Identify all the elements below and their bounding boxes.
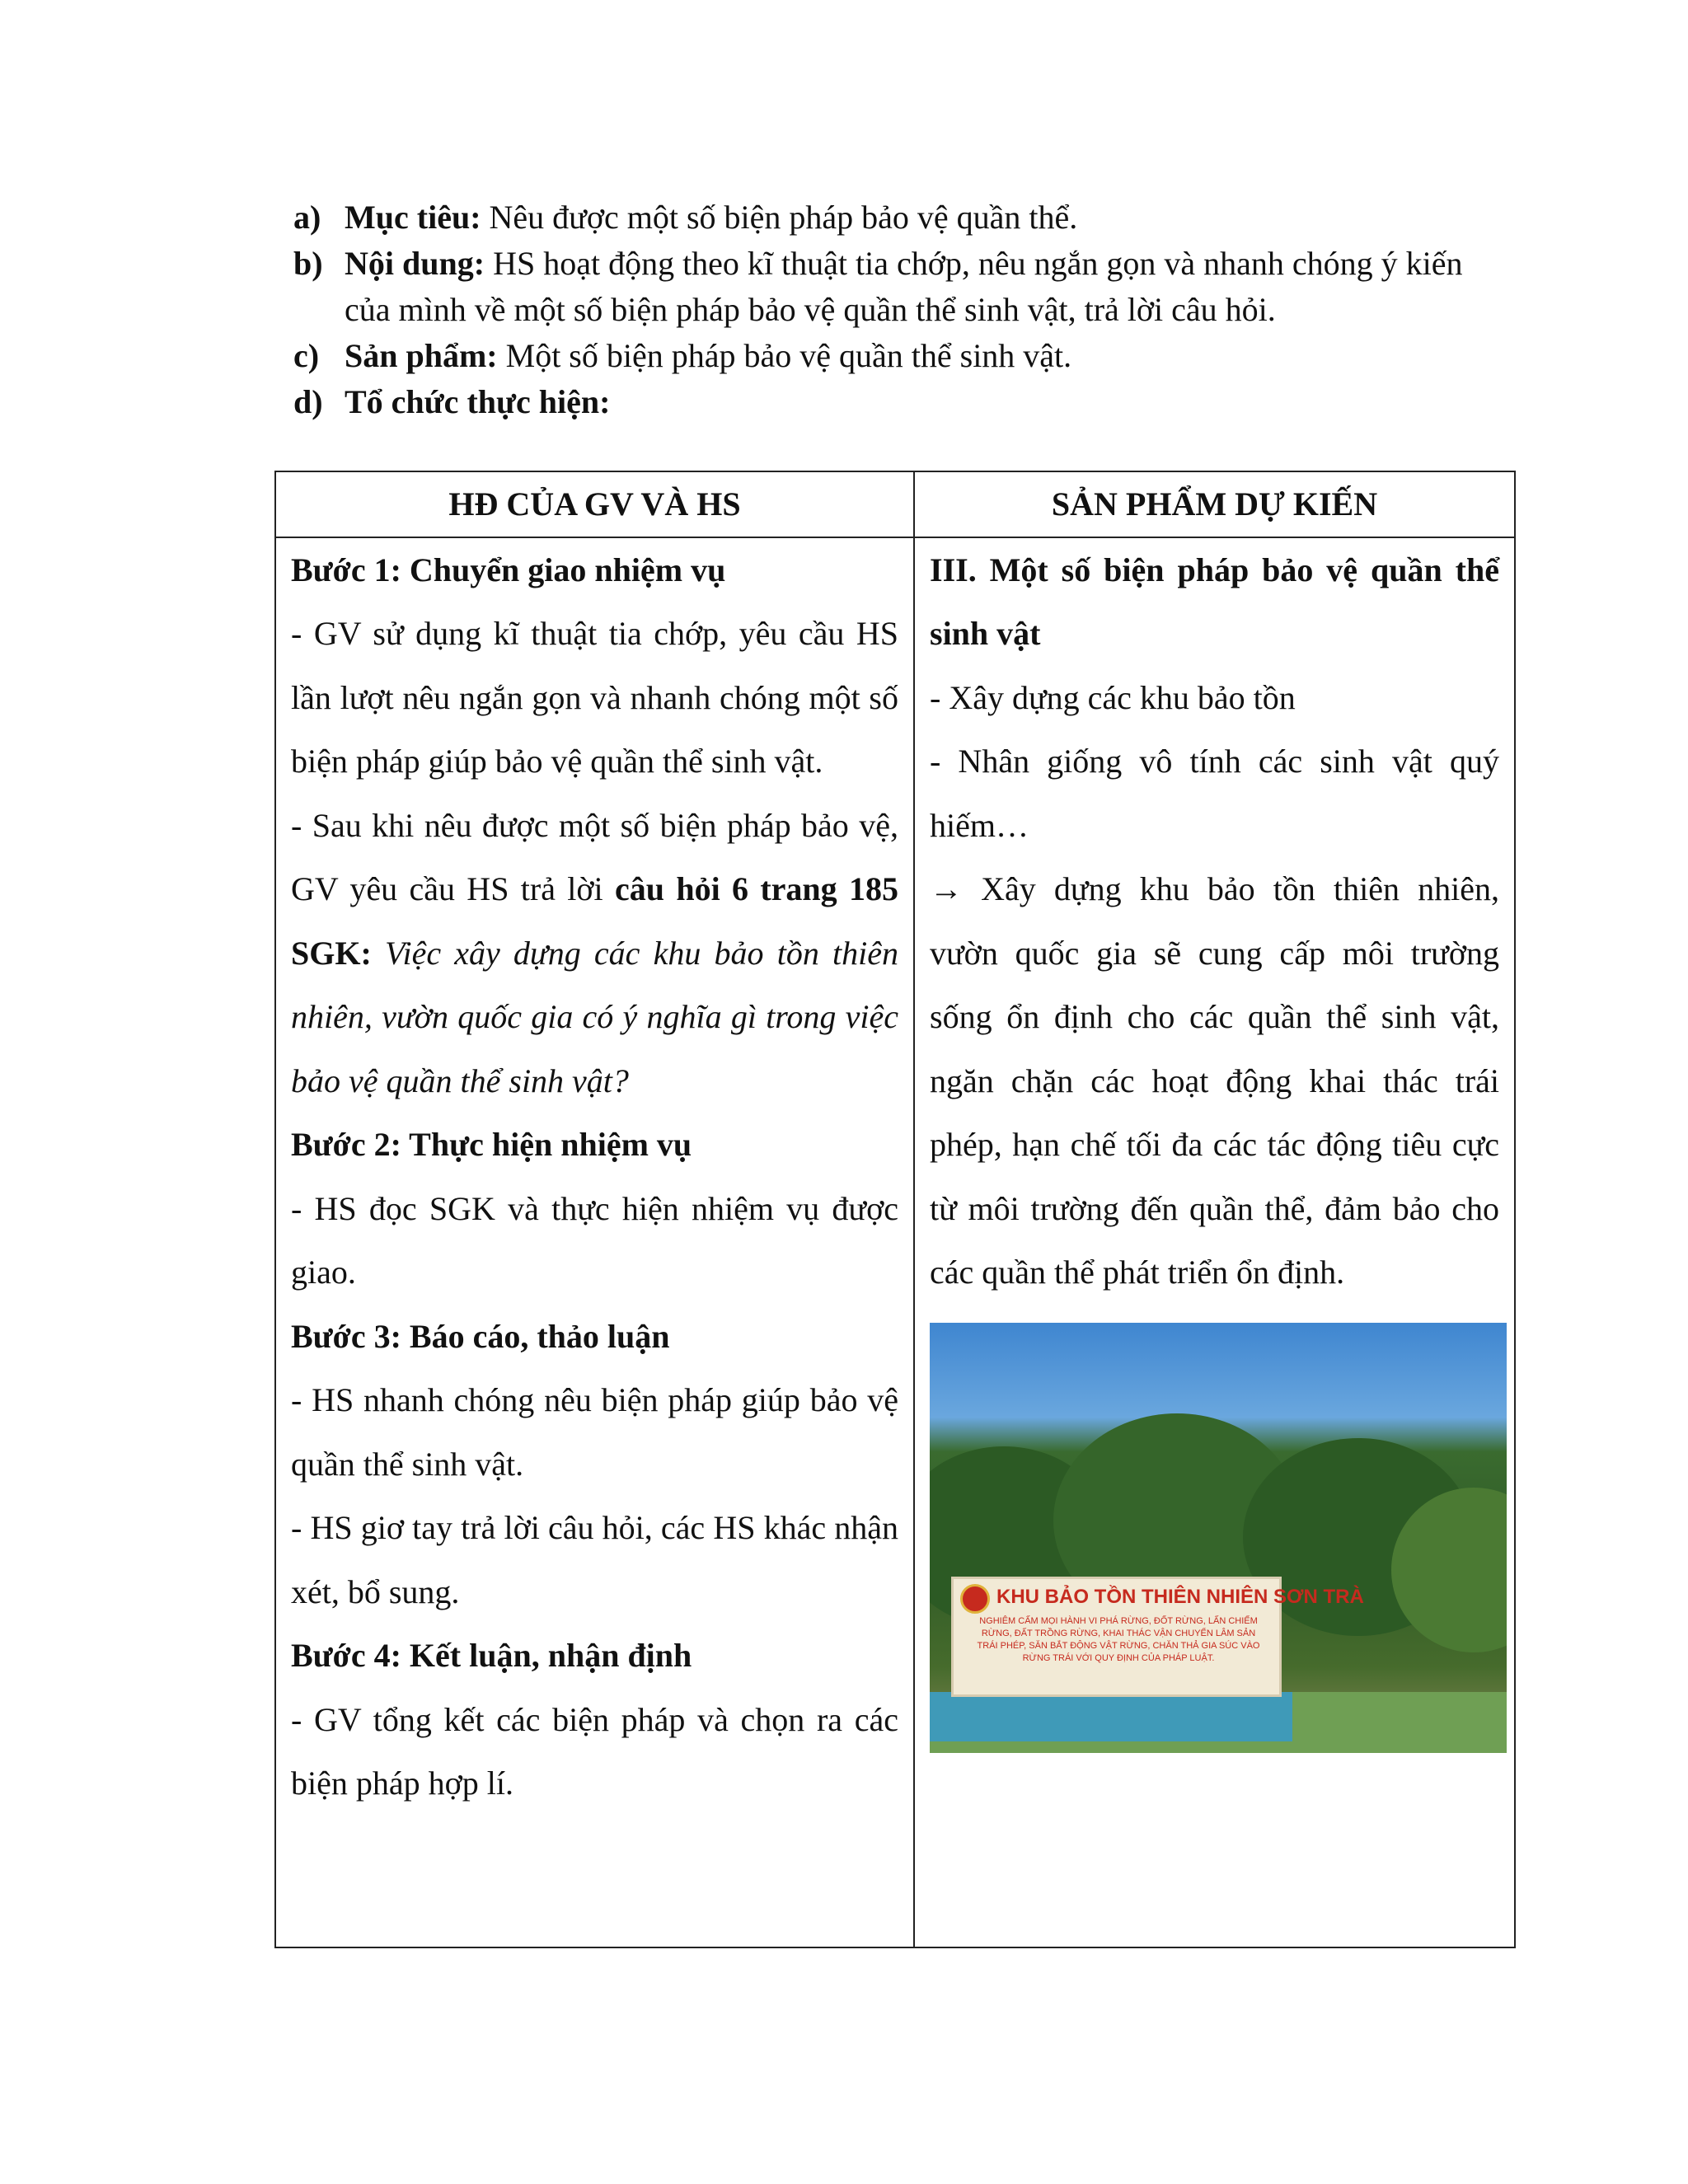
- products-cell: [914, 537, 1515, 1948]
- product-conclusion: → Xây dựng khu bảo tồn thiên nhiên, vườn quốc gia sẽ cung cấp môi trường sống ổn định cho các quần thể sinh vật, ngăn chặn các hoạt động khai thác trái phép, hạn chế tối đa các tác động tiêu cực từ môi trường đến quần thể, đảm bảo cho các quần thể phát triển ổn định.: [930, 870, 1499, 1291]
- product-item-1: - Xây dựng các khu bảo tồn: [930, 678, 1296, 716]
- product-item-2: - Nhân giống vô tính các sinh vật quý hiếm…: [930, 743, 1499, 844]
- objective-item: [293, 333, 1464, 379]
- step1-question-text: Việc xây dựng các khu bảo tồn thiên nhiên, vườn quốc gia có ý nghĩa gì trong việc bảo vệ quần thể sinh vật?: [291, 934, 898, 1099]
- activity-table: [274, 471, 1516, 1948]
- objective-heading: Tổ chức thực hiện:: [345, 383, 611, 420]
- step2-text: - HS đọc SGK và thực hiện nhiệm vụ được giao.: [291, 1189, 898, 1291]
- objective-text: Một số biện pháp bảo vệ quần thể sinh vật.: [497, 337, 1072, 374]
- step1-text: - GV sử dụng kĩ thuật tia chớp, yêu cầu HS lần lượt nêu ngắn gọn và nhanh chóng một số biện pháp giúp bảo vệ quần thể sinh vật.: [291, 615, 898, 780]
- section-title: III. Một số biện pháp bảo vệ quần thể sinh vật: [930, 551, 1499, 652]
- step1-question-colon: :: [360, 934, 385, 972]
- step3-text-1: - HS nhanh chóng nêu biện pháp giúp bảo vệ quần thể sinh vật.: [291, 1381, 898, 1483]
- header-activities: HĐ CỦA GV VÀ HS: [275, 471, 914, 537]
- objective-item: [293, 379, 1464, 425]
- objective-text: Nêu được một số biện pháp bảo vệ quần thể.: [481, 199, 1078, 236]
- step1-title: Bước 1: Chuyển giao nhiệm vụ: [291, 551, 726, 588]
- sign-rules: NGHIÊM CẤM MỌI HÀNH VI PHÁ RỪNG, ĐỐT RỪNG, LẤN CHIẾM RỪNG, ĐẤT TRỒNG RỪNG, KHAI THÁC VẬN CHUYỂN LÂM SẢN TRÁI PHÉP, SĂN BẮT ĐỘNG VẬT RỪNG, CHĂN THẢ GIA SÚC VÀO RỪNG TRÁI VỚI QUY ĐỊNH CỦA PHÁP LUẬT.: [977, 1615, 1260, 1663]
- objectives-list: [293, 194, 1464, 425]
- activities-cell: [275, 537, 914, 1948]
- emblem-icon: [960, 1584, 990, 1614]
- header-products: SẢN PHẨM DỰ KIẾN: [914, 471, 1515, 537]
- objective-label: c): [293, 337, 320, 374]
- sign-base-wall: [930, 1692, 1292, 1741]
- nature-reserve-photo: [930, 1323, 1507, 1753]
- step4-text: - GV tổng kết các biện pháp và chọn ra các biện pháp hợp lí.: [291, 1700, 898, 1802]
- objective-text: HS hoạt động theo kĩ thuật tia chớp, nêu ngắn gọn và nhanh chóng ý kiến của mình về một số biện pháp bảo vệ quần thể sinh vật, trả lời câu hỏi.: [345, 245, 1463, 328]
- step1-question-lead: - Sau khi nêu được một số biện pháp bảo vệ, GV yêu cầu HS trả lời: [291, 806, 898, 907]
- reserve-sign: [951, 1577, 1364, 1697]
- step1-question-ref: câu hỏi 6 trang 185 SGK: [291, 870, 898, 972]
- objective-item: [293, 194, 1464, 241]
- step3-title: Bước 3: Báo cáo, thảo luận: [291, 1317, 670, 1355]
- objective-heading: Nội dung:: [345, 245, 485, 282]
- objective-label: b): [293, 245, 323, 282]
- table-row: [275, 537, 1515, 1948]
- step2-title: Bước 2: Thực hiện nhiệm vụ: [291, 1126, 692, 1163]
- sign-title: KHU BẢO TỒN THIÊN NHIÊN SƠN TRÀ: [996, 1585, 1364, 1608]
- objective-label: d): [293, 383, 323, 420]
- step3-text-2: - HS giơ tay trả lời câu hỏi, các HS khác nhận xét, bổ sung.: [291, 1509, 898, 1610]
- objective-label: a): [293, 199, 321, 236]
- objective-item: [293, 241, 1464, 333]
- step1-question: [291, 794, 898, 1113]
- objective-heading: Mục tiêu:: [345, 199, 481, 236]
- table-header-row: [275, 471, 1515, 537]
- objective-heading: Sản phẩm:: [345, 337, 498, 374]
- step4-title: Bước 4: Kết luận, nhận định: [291, 1637, 692, 1674]
